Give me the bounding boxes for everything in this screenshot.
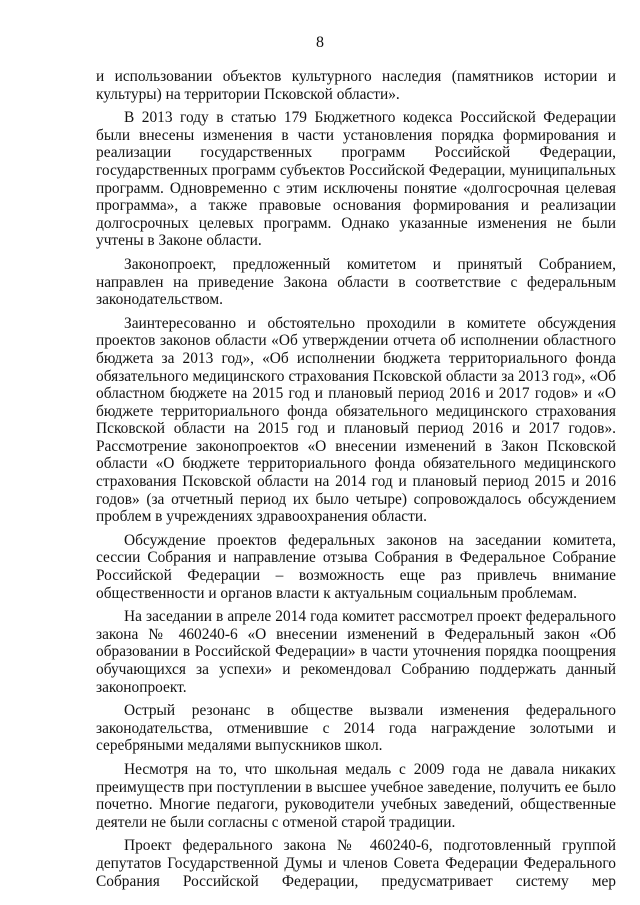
- document-body: [96, 68, 616, 890]
- paragraph: Несмотря на то, что школьная медаль с 2009 года не давала никаких преимуществ при поступлении в высшее учебное заведение, получить ее было почетно. Многие педагоги, руководители учебных заведений, общественные деятели не были согласны с отменой старой традиции.: [96, 760, 616, 831]
- page-number: 8: [316, 34, 324, 51]
- paragraph: Проект федерального закона № 460240-6, подготовленный группой депутатов Государственной Думы и членов Совета Федерации Федерального Собрания Российской Федерации, предусматривает систему мер: [96, 837, 616, 890]
- paragraph: Обсуждение проектов федеральных законов на заседании комитета, сессии Собрания и направление отзыва Собрания в Федеральное Собрание Российской Федерации – возможность еще раз привлечь внимание общественности и органов власти к актуальным социальным проблемам.: [96, 531, 616, 602]
- paragraph: и использовании объектов культурного наследия (памятников истории и культуры) на территории Псковской области».: [96, 68, 616, 103]
- paragraph: Заинтересованно и обстоятельно проходили в комитете обсуждения проектов законов области «Об утверждении отчета об исполнении областного бюджета за 2013 год», «Об исполнении бюджета территориального фонда обязательного медицинского страхования Псковской области за 2013 год», «Об областном бюджете на 2015 год и плановый период 2016 и 2017 годов» и «О бюджете территориального фонда обязательного медицинского страхования Псковской области на 2015 год и плановый период 2016 и 2017 годов». Рассмотрение законопроектов «О внесении изменений в Закон Псковской области «О бюджете территориального фонда обязательного медицинского страхования Псковской области на 2014 год и плановый период 2015 и 2016 годов» (за отчетный период их было четыре) сопровождалось обсуждением проблем в учреждениях здравоохранения области.: [96, 314, 616, 526]
- paragraph: На заседании в апреле 2014 года комитет рассмотрел проект федерального закона № 460240-6 «О внесении изменений в Федеральный закон «Об образовании в Российской Федерации» в части уточнения порядка поощрения обучающихся за успехи» и рекомендовал Собранию поддержать данный законопроект.: [96, 608, 616, 696]
- paragraph: Законопроект, предложенный комитетом и принятый Собранием, направлен на приведение Закона области в соответствие с федеральным законодательством.: [96, 255, 616, 309]
- paragraph: В 2013 году в статью 179 Бюджетного кодекса Российской Федерации были внесены изменения в части установления порядка формирования и реализации государственных программ Российской Федерации, государственных программ субъектов Российской Федерации, муниципальных программ. Одновременно с этим исключены понятие «долгосрочная целевая программа», а также правовые основания формирования и реализации долгосрочных целевых программ. Однако указанные изменения не были учтены в Законе области.: [96, 109, 616, 250]
- paragraph: Острый резонанс в обществе вызвали изменения федерального законодательства, отменившие с 2014 года награждение золотыми и серебряными медалями выпускников школ.: [96, 702, 616, 755]
